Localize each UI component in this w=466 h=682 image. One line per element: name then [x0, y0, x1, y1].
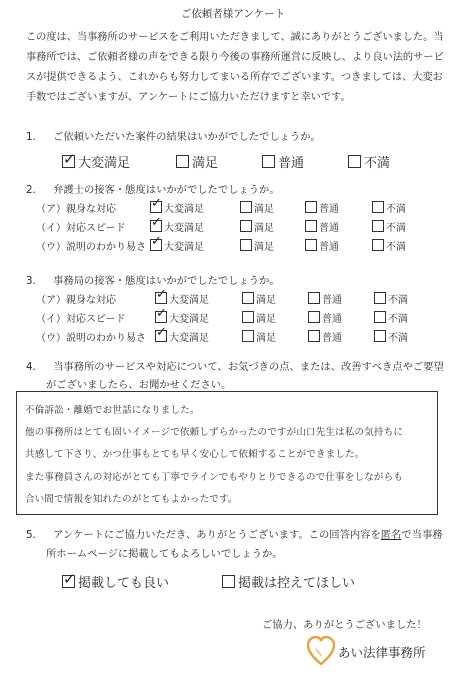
q3-row3-option-1[interactable]: [155, 329, 209, 344]
checkbox-checked[interactable]: [62, 155, 75, 168]
option-label: 大変満足: [169, 333, 209, 344]
q2-row1-option-3[interactable]: [305, 200, 339, 215]
question-text-underlined: 匿名: [380, 529, 402, 541]
option-label: 不満: [364, 156, 391, 171]
q2-row3-option-3[interactable]: [305, 238, 339, 253]
q2-row3-option-2[interactable]: [240, 238, 274, 253]
page-title: ご依頼者様アンケート: [180, 8, 286, 20]
q3-row2-option-3[interactable]: [308, 310, 342, 325]
option-label: 大変満足: [164, 223, 204, 234]
question-1: [26, 128, 321, 143]
option-label: 大変満足: [169, 314, 209, 325]
option-label: 満足: [256, 295, 276, 306]
q3-row-label: （ア）親身な対応: [36, 295, 116, 306]
checkbox-checked[interactable]: [62, 575, 75, 588]
q1-option-1[interactable]: [62, 152, 130, 171]
checkbox[interactable]: [242, 292, 254, 304]
option-label: 満足: [192, 156, 219, 171]
option-label: 掲載は控えてほしい: [238, 576, 356, 591]
option-label: 普通: [319, 223, 339, 234]
option-label: 不満: [386, 223, 406, 234]
checkbox[interactable]: [308, 311, 320, 323]
checkbox[interactable]: [240, 220, 252, 232]
option-label: 普通: [322, 333, 342, 344]
checkbox[interactable]: [305, 201, 317, 213]
option-label: 満足: [254, 223, 274, 234]
checkbox[interactable]: [176, 155, 189, 168]
question-3: [26, 272, 280, 287]
checkbox[interactable]: [374, 292, 386, 304]
q2-row2-option-2[interactable]: [240, 219, 274, 234]
option-label: 普通: [319, 242, 339, 253]
q2-row-label: （ア）親身な対応: [36, 204, 116, 215]
checkbox[interactable]: [372, 239, 384, 251]
option-label: 大変満足: [78, 156, 131, 171]
checkbox[interactable]: [305, 239, 317, 251]
q1-option-2[interactable]: [176, 152, 218, 171]
question-number: 3.: [26, 275, 36, 287]
checkbox[interactable]: [242, 330, 254, 342]
option-label: 大変満足: [169, 295, 209, 306]
q2-row-label: （イ）対応スピード: [36, 223, 126, 234]
option-label: 普通: [322, 295, 342, 306]
q3-row1-option-3[interactable]: [308, 291, 342, 306]
checkbox-checked[interactable]: [150, 220, 162, 232]
comment-line: 不倫訴訟・離婚でお世話になりました。: [25, 405, 200, 416]
question-number: 2.: [26, 184, 36, 196]
option-label: 普通: [322, 314, 342, 325]
intro-text: この度は、当事務所のサービスをご利用いただきまして、誠にありがとうございました。当事務所では、ご依頼者様の声をできる限り今後の事務所運営に反映し、より良い法的サービスが提供できるよう、これからも努力してまいる所存でございます。つきましては、大変お手数ではございますが、アンケートにご協力いただけますと幸いです。: [26, 32, 444, 103]
q5-option-1[interactable]: [62, 572, 169, 591]
question-text: 当事務所のサービスや対応について、お気づきの点、または、改善すべき点やご要望: [53, 361, 444, 373]
checkbox[interactable]: [348, 155, 361, 168]
q3-row2-option-1[interactable]: [155, 310, 209, 325]
checkbox[interactable]: [305, 220, 317, 232]
comment-line: 共感して下さり、かつ仕事もとても早く安心して依頼することができました。: [25, 449, 365, 460]
q3-row1-option-4[interactable]: [374, 291, 408, 306]
option-label: 満足: [254, 204, 274, 215]
q3-row2-option-4[interactable]: [374, 310, 408, 325]
option-label: 満足: [256, 314, 276, 325]
question-text-cont: がございましたら、お聞かせください。: [46, 379, 232, 391]
checkbox[interactable]: [308, 292, 320, 304]
checkbox[interactable]: [372, 201, 384, 213]
option-label: 不満: [388, 314, 408, 325]
checkbox-checked[interactable]: [150, 201, 162, 213]
q2-row-label: （ウ）説明のわかり易さ: [36, 242, 146, 253]
q3-row3-option-3[interactable]: [308, 329, 342, 344]
question-2: [26, 181, 280, 196]
checkbox[interactable]: [262, 155, 275, 168]
checkbox-checked[interactable]: [155, 330, 167, 342]
q2-row1-option-4[interactable]: [372, 200, 406, 215]
question-4: [26, 358, 444, 373]
question-number: 4.: [26, 361, 36, 373]
checkbox[interactable]: [240, 239, 252, 251]
logo: [307, 636, 335, 670]
option-label: 満足: [256, 333, 276, 344]
q3-row3-option-4[interactable]: [374, 329, 408, 344]
question-text: ご依頼いただいた案件の結果はいかがでしたでしょうか。: [53, 131, 321, 143]
q3-row1-option-1[interactable]: [155, 291, 209, 306]
checkbox[interactable]: [374, 330, 386, 342]
checkbox-checked[interactable]: [155, 311, 167, 323]
q1-option-3[interactable]: [262, 152, 304, 171]
checkbox[interactable]: [374, 311, 386, 323]
question-text-cont: 所ホームページに掲載してもよろしいでしょうか。: [46, 548, 283, 560]
q2-row3-option-4[interactable]: [372, 238, 406, 253]
question-text: 弁護士の接客・態度はいかがでしたでしょうか。: [53, 184, 280, 196]
checkbox-checked[interactable]: [155, 292, 167, 304]
question-number: 5.: [26, 529, 36, 541]
checkbox[interactable]: [308, 330, 320, 342]
q5-option-2[interactable]: [222, 572, 355, 591]
option-label: 大変満足: [164, 204, 204, 215]
logo-name: あい法律事務所: [338, 645, 426, 660]
option-label: 満足: [254, 242, 274, 253]
q3-row-label: （イ）対応スピード: [36, 314, 126, 325]
q3-row3-option-2[interactable]: [242, 329, 276, 344]
option-label: 普通: [319, 204, 339, 215]
checkbox[interactable]: [240, 201, 252, 213]
option-label: 掲載しても良い: [78, 576, 170, 591]
option-label: 不満: [388, 295, 408, 306]
question-text: で当事務: [401, 529, 443, 541]
q2-row2-option-4[interactable]: [372, 219, 406, 234]
q3-row1-option-2[interactable]: [242, 291, 276, 306]
q2-row3-option-1[interactable]: [150, 238, 204, 253]
comment-box[interactable]: [16, 391, 438, 515]
q2-row1-option-1[interactable]: [150, 200, 204, 215]
closing-text: ご協力、ありがとうございました！: [262, 619, 427, 631]
checkbox[interactable]: [372, 220, 384, 232]
option-label: 普通: [278, 156, 305, 171]
q3-row-label: （ウ）説明のわかり易さ: [36, 333, 146, 344]
option-label: 不満: [386, 204, 406, 215]
q3-row2-option-2[interactable]: [242, 310, 276, 325]
q1-option-4[interactable]: [348, 152, 390, 171]
comment-line: また事務員さんの対応がとても丁寧でラインでもやりとりできるので仕事をしながらも: [25, 472, 404, 483]
checkbox[interactable]: [222, 575, 235, 588]
option-label: 大変満足: [164, 242, 204, 253]
option-label: 不満: [386, 242, 406, 253]
question-number: 1.: [26, 131, 36, 143]
option-label: 不満: [388, 333, 408, 344]
checkbox-checked[interactable]: [150, 239, 162, 251]
q2-row2-option-1[interactable]: [150, 219, 204, 234]
heart-logo-icon: [307, 636, 335, 666]
comment-line: 他の事務所はとても固いイメージで依頼しずらかったのですが山口先生は私の気持ちに: [25, 427, 404, 438]
q2-row1-option-2[interactable]: [240, 200, 274, 215]
q2-row2-option-3[interactable]: [305, 219, 339, 234]
checkbox[interactable]: [242, 311, 254, 323]
comment-line: 合い間で情報を知れたのがとてもよかったです。: [25, 494, 238, 505]
question-5: [26, 526, 443, 541]
question-text: 事務局の接客・態度はいかがでしたでしょうか。: [53, 275, 280, 287]
question-text: アンケートにご協力いただき、ありがとうございます。この回答内容を: [53, 529, 381, 541]
